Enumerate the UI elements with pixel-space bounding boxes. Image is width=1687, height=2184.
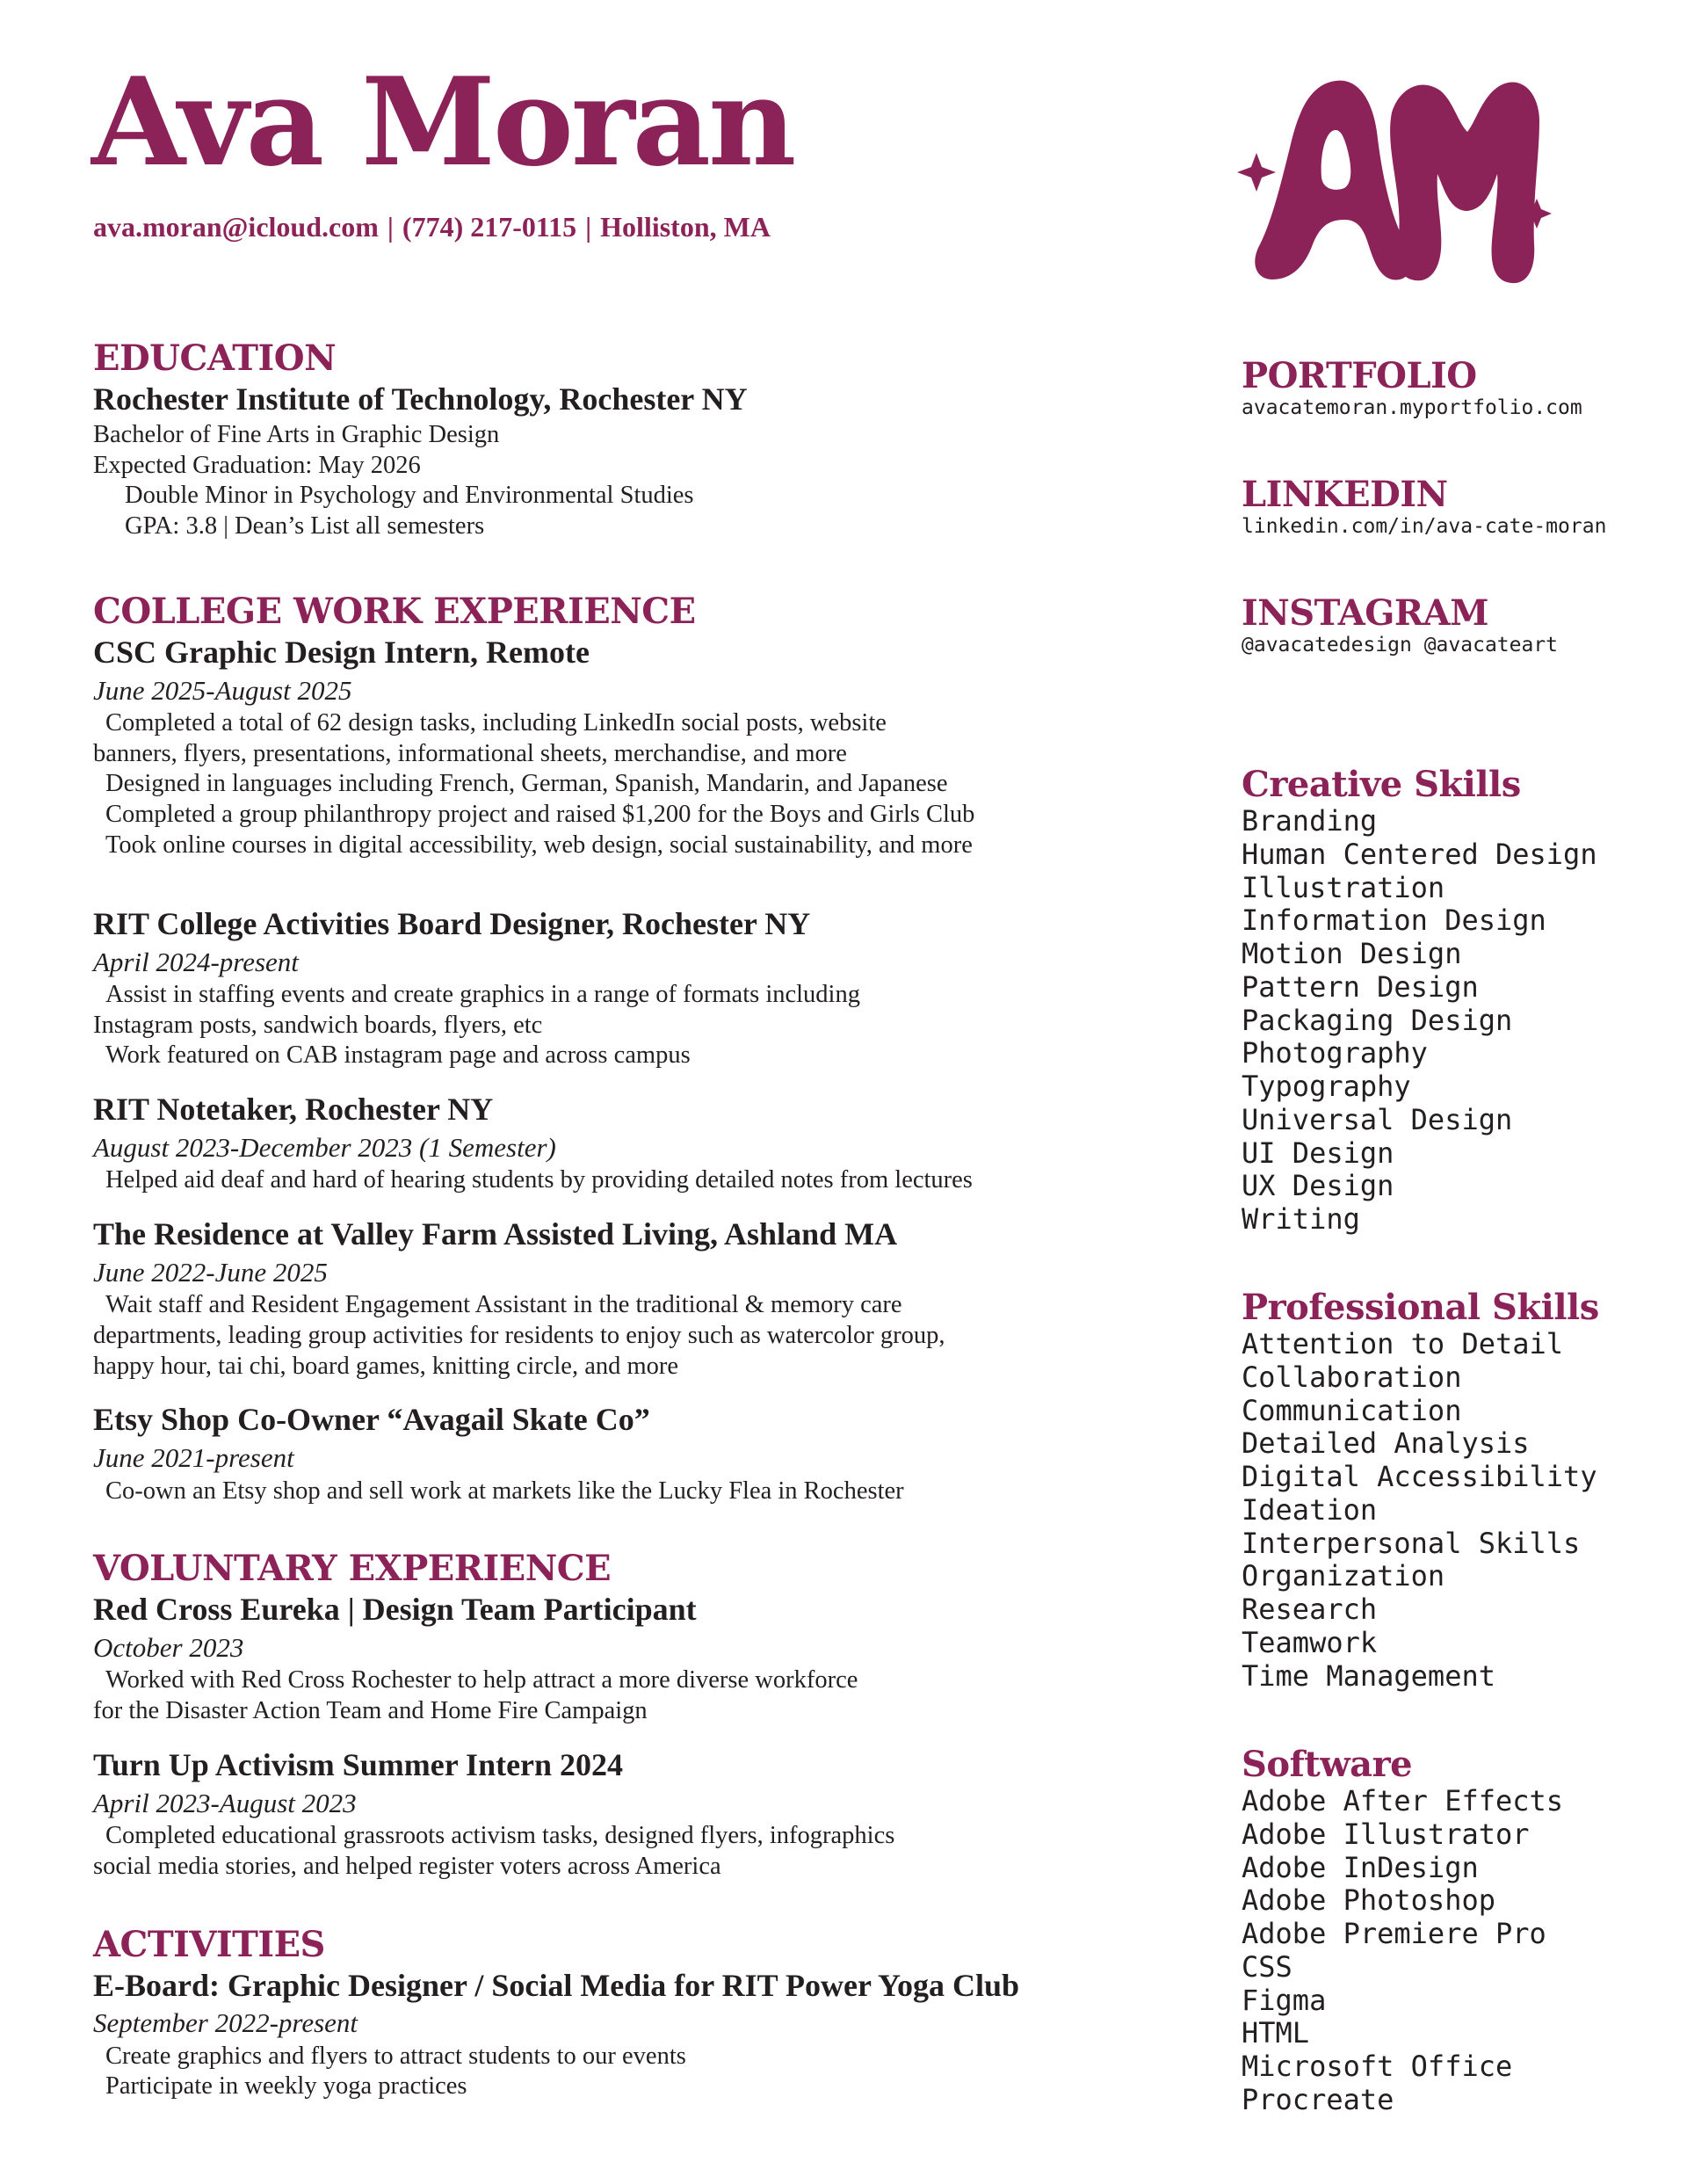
entry-date: June 2021-present <box>93 1442 294 1474</box>
professional-skills-block <box>1242 1288 1663 1693</box>
software-item: Microsoft Office <box>1242 2050 1513 2083</box>
contact-separator: | <box>585 211 592 243</box>
professional-skill-item: Time Management <box>1242 1658 1495 1693</box>
creative-skill-item: Motion Design <box>1242 937 1462 970</box>
entry-line: Assist in staffing events and create graphics in a range of formats including <box>105 980 860 1008</box>
portfolio-block <box>1242 356 1663 421</box>
voluntary-entry <box>93 1745 1183 1883</box>
professional-skill-item: Collaboration <box>1242 1360 1462 1394</box>
entry-line: departments, leading group activities for residents to enjoy such as watercolor group, <box>93 1321 945 1349</box>
portfolio-title: PORTFOLIO <box>1242 355 1477 396</box>
creative-skill-item: Pattern Design <box>1242 969 1479 1004</box>
work-entry <box>93 1089 1183 1196</box>
creative-skill-item: Universal Design <box>1242 1102 1513 1136</box>
entry-line: Completed a total of 62 design tasks, including LinkedIn social posts, website <box>105 708 887 736</box>
professional-skill-item: Teamwork <box>1242 1625 1378 1659</box>
entry-title: RIT College Activities Board Designer, Rochester NY <box>93 905 811 941</box>
graduation-text: Expected Graduation: May 2026 <box>93 451 421 479</box>
professional-skill-item: Digital Accessibility <box>1242 1460 1597 1493</box>
software-item: Adobe After Effects <box>1242 1784 1564 1818</box>
entry-line: Designed in languages including French, German, Spanish, Mandarin, and Japanese <box>105 770 948 798</box>
entry-title: CSC Graphic Design Intern, Remote <box>93 634 590 670</box>
entry-line: for the Disaster Action Team and Home Fire Campaign <box>93 1697 648 1725</box>
contact-line <box>93 211 771 243</box>
creative-skill-item: Typography <box>1242 1070 1411 1103</box>
entry-line: Completed a group philanthropy project and raised $1,200 for the Boys and Girls Club <box>105 801 975 829</box>
voluntary-section <box>93 1549 1183 1882</box>
software-title: Software <box>1242 1744 1413 1785</box>
linkedin-title: LINKEDIN <box>1242 474 1448 515</box>
entry-line: Instagram posts, sandwich boards, flyers, etc <box>93 1011 543 1039</box>
creative-skill-item: Packaging Design <box>1242 1003 1513 1037</box>
work-section <box>93 591 1183 1506</box>
professional-skill-item: Detailed Analysis <box>1242 1426 1530 1461</box>
creative-skills-block <box>1242 765 1663 1237</box>
software-item: CSS <box>1242 1949 1292 1984</box>
creative-skill-item: Illustration <box>1242 870 1445 904</box>
linkedin-link[interactable]: linkedin.com/in/ava-cate-moran <box>1242 515 1607 538</box>
minor-text: Double Minor in Psychology and Environmental Studies <box>125 482 694 510</box>
entry-line: Wait staff and Resident Engagement Assistant in the traditional & memory care <box>105 1291 902 1319</box>
professional-skill-item: Research <box>1242 1593 1378 1626</box>
entry-line: Helped aid deaf and hard of hearing students by providing detailed notes from lectures <box>105 1166 973 1194</box>
instagram-block <box>1242 593 1663 658</box>
entry-line: Took online courses in digital accessibility, web design, social sustainability, and more <box>105 831 973 860</box>
linkedin-block <box>1242 475 1663 540</box>
location-text: Holliston, MA <box>600 211 771 243</box>
school-name: Rochester Institute of Technology, Rochester NY <box>93 381 748 417</box>
entry-date: October 2023 <box>93 1632 244 1664</box>
software-item: Adobe InDesign <box>1242 1850 1479 1884</box>
portfolio-link[interactable]: avacatemoran.myportfolio.com <box>1242 396 1582 419</box>
professional-skills-title: Professional Skills <box>1242 1287 1599 1328</box>
work-entry <box>93 1399 1183 1506</box>
software-item: Adobe Premiere Pro <box>1242 1917 1546 1950</box>
entry-title: Etsy Shop Co-Owner “Avagail Skate Co” <box>93 1402 650 1438</box>
software-item: Procreate <box>1242 2082 1394 2116</box>
activities-section <box>93 1925 1183 2103</box>
entry-title: The Residence at Valley Farm Assisted Living, Ashland MA <box>93 1216 898 1252</box>
work-entry <box>93 632 1183 861</box>
software-item: Figma <box>1242 1983 1327 2017</box>
instagram-handles[interactable]: @avacatedesign @avacateart <box>1242 634 1559 657</box>
entry-date: June 2022-June 2025 <box>93 1256 328 1288</box>
email-link[interactable]: ava.moran@icloud.com <box>93 211 379 243</box>
contact-separator: | <box>387 211 394 243</box>
work-entry <box>93 903 1183 1071</box>
entry-date: September 2022-present <box>93 2007 358 2039</box>
software-block <box>1242 1745 1663 2117</box>
software-item: HTML <box>1242 2016 1310 2050</box>
creative-skill-item: Photography <box>1242 1036 1428 1070</box>
entry-line: happy hour, tai chi, board games, knitting circle, and more <box>93 1352 679 1380</box>
entry-title: Red Cross Eureka | Design Team Participant <box>93 1592 697 1628</box>
section-title-education: EDUCATION <box>93 337 337 379</box>
entry-date: June 2025-August 2025 <box>93 674 352 706</box>
am-monogram-logo <box>1237 69 1553 306</box>
professional-skill-item: Interpersonal Skills <box>1242 1526 1581 1560</box>
creative-skill-item: UI Design <box>1242 1136 1394 1170</box>
voluntary-entry <box>93 1589 1183 1727</box>
main-column <box>93 338 1183 2102</box>
entry-date: April 2024-present <box>93 946 299 977</box>
creative-skills-title: Creative Skills <box>1242 764 1521 805</box>
section-title-work: COLLEGE WORK EXPERIENCE <box>93 590 696 632</box>
entry-date: April 2023-August 2023 <box>93 1787 357 1818</box>
entry-date: August 2023-December 2023 (1 Semester) <box>93 1131 556 1163</box>
entry-line: Create graphics and flyers to attract students to our events <box>105 2042 686 2070</box>
entry-line: Worked with Red Cross Rochester to help attract a more diverse workforce <box>105 1666 858 1694</box>
education-section <box>93 338 1183 542</box>
entry-line: Participate in weekly yoga practices <box>105 2072 467 2101</box>
instagram-title: INSTAGRAM <box>1242 592 1488 634</box>
creative-skill-item: Human Centered Design <box>1242 837 1597 871</box>
entry-title: Turn Up Activism Summer Intern 2024 <box>93 1746 624 1782</box>
entry-line: social media stories, and helped register voters across America <box>93 1852 721 1880</box>
entry-title: E-Board: Graphic Designer / Social Media for RIT Power Yoga Club <box>93 1967 1020 2003</box>
entry-line: banners, flyers, presentations, informational sheets, merchandise, and more <box>93 739 847 767</box>
entry-line: Work featured on CAB instagram page and across campus <box>105 1041 691 1070</box>
professional-skill-item: Attention to Detail <box>1242 1327 1564 1360</box>
professional-skills-list <box>1242 1328 1663 1693</box>
entry-line: Co-own an Etsy shop and sell work at markets like the Lucky Flea in Rochester <box>105 1477 904 1505</box>
gpa-text: GPA: 3.8 | Dean’s List all semesters <box>125 512 485 541</box>
software-item: Adobe Photoshop <box>1242 1883 1495 1918</box>
entry-line: Completed educational grassroots activism tasks, designed flyers, infographics <box>105 1822 895 1849</box>
resume-name: Ava Moran <box>91 50 794 193</box>
creative-skills-list <box>1242 805 1663 1237</box>
professional-skill-item: Ideation <box>1242 1492 1378 1527</box>
activity-entry <box>93 1965 1183 2103</box>
degree-text: Bachelor of Fine Arts in Graphic Design <box>93 420 500 448</box>
professional-skill-item: Organization <box>1242 1559 1445 1593</box>
creative-skill-item: Branding <box>1242 804 1378 838</box>
software-list <box>1242 1785 1663 2117</box>
software-item: Adobe Illustrator <box>1242 1817 1530 1851</box>
work-entry <box>93 1214 1183 1382</box>
creative-skill-item: Writing <box>1242 1202 1360 1236</box>
phone-text: (774) 217-0115 <box>402 211 577 243</box>
creative-skill-item: UX Design <box>1242 1169 1394 1203</box>
section-title-activities: ACTIVITIES <box>93 1923 325 1965</box>
creative-skill-item: Information Design <box>1242 903 1546 938</box>
professional-skill-item: Communication <box>1242 1393 1462 1427</box>
entry-title: RIT Notetaker, Rochester NY <box>93 1092 494 1128</box>
section-title-voluntary: VOLUNTARY EXPERIENCE <box>93 1548 612 1590</box>
